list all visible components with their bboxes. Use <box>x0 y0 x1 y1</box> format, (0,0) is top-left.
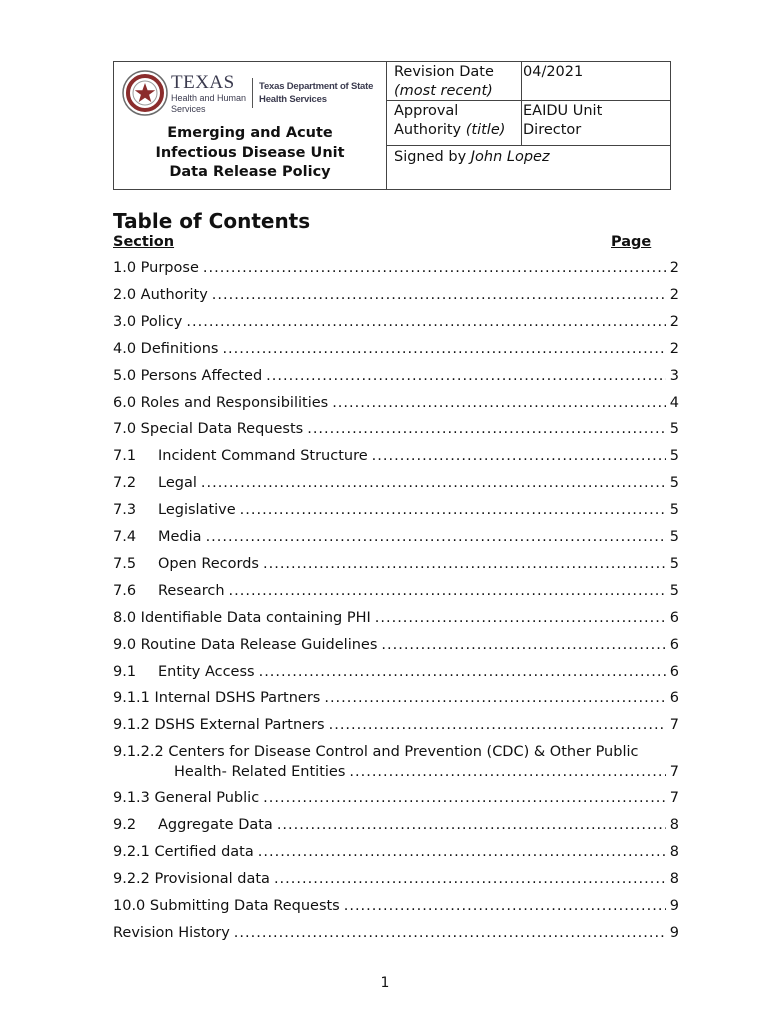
header-left-cell <box>114 62 387 189</box>
dot-leader <box>324 690 665 706</box>
toc-entry-page: 8 <box>669 843 679 860</box>
toc-entry-label: 9.1.1 Internal DSHS Partners <box>113 690 321 707</box>
dot-leader <box>186 314 665 330</box>
toc-entry[interactable] <box>113 529 679 549</box>
toc-entry-page: 9 <box>669 924 679 941</box>
toc-entry-page: 8 <box>669 817 679 833</box>
toc-entry[interactable] <box>113 583 679 603</box>
dot-leader <box>375 610 666 626</box>
toc-entry-page: 6 <box>669 609 679 626</box>
toc-entry[interactable] <box>113 610 679 630</box>
dot-leader <box>263 556 666 572</box>
agency-short-name: TEXAS <box>171 71 235 93</box>
approval-authority-label: Approval Authority (title) <box>387 101 522 145</box>
toc-entry[interactable] <box>113 664 679 684</box>
dot-leader <box>229 583 666 599</box>
toc-entry-label: 7.0 Special Data Requests <box>113 421 304 438</box>
toc-entry[interactable] <box>113 556 679 576</box>
dot-leader <box>201 475 666 491</box>
dot-leader <box>277 817 666 833</box>
policy-title-line2: Infectious Disease Unit <box>155 144 345 161</box>
dot-leader <box>263 790 666 806</box>
toc-entry[interactable] <box>113 475 679 495</box>
toc-entry-number: 7.1 <box>113 448 137 465</box>
dot-leader <box>274 871 666 887</box>
toc-entry-page: 5 <box>669 421 679 438</box>
toc-entry-label: 1.0 Purpose <box>113 260 199 276</box>
toc-entry-page: 5 <box>669 529 679 545</box>
toc-entry[interactable] <box>113 844 679 864</box>
dot-leader <box>203 260 666 276</box>
toc-entry-label: Open Records <box>158 555 259 572</box>
dot-leader <box>266 368 666 384</box>
toc-entry-label: Legislative <box>158 502 236 519</box>
toc-entry-label: 9.1.2.2 Centers for Disease Control and Prevention (CDC) & Other Public <box>113 744 639 761</box>
toc-entry[interactable] <box>113 871 679 891</box>
signed-by-row <box>387 146 670 189</box>
toc-entry-number: 7.5 <box>113 555 137 572</box>
toc-entry[interactable] <box>113 260 679 280</box>
revision-date-value: 04/2021 <box>523 64 584 80</box>
toc-entry[interactable] <box>113 925 679 945</box>
toc-entry-label: 10.0 Submitting Data Requests <box>113 897 340 914</box>
signed-by: Signed by John Lopez <box>394 149 550 165</box>
dot-leader <box>240 502 666 518</box>
toc-title: Table of Contents <box>113 209 311 233</box>
hhs-logo <box>122 70 373 116</box>
toc-entry-page: 7 <box>669 764 679 781</box>
toc-entry-number: 9.2 <box>113 817 137 833</box>
toc-entry-number: 7.6 <box>113 582 137 599</box>
toc-entry-label: 8.0 Identifiable Data containing PHI <box>113 609 371 626</box>
toc-entry-label: 9.0 Routine Data Release Guidelines <box>113 636 378 653</box>
toc-entry-label: 3.0 Policy <box>113 313 183 330</box>
dot-leader <box>307 421 666 437</box>
toc-entry-label: 6.0 Roles and Responsibilities <box>113 394 329 411</box>
toc-entry-page: 6 <box>669 636 679 653</box>
dot-leader <box>381 637 665 653</box>
dept-name-line1: Texas Department of State <box>259 81 374 92</box>
toc-entry-number: 7.2 <box>113 475 137 492</box>
toc-entry-page: 2 <box>669 260 679 276</box>
toc-entry-label: 4.0 Definitions <box>113 340 219 357</box>
toc-entry-label: 9.2.1 Certified data <box>113 843 254 860</box>
toc-entry-label: Revision History <box>113 924 230 941</box>
dot-leader <box>372 448 666 464</box>
dot-leader <box>258 844 666 860</box>
toc-entry[interactable] <box>113 637 679 657</box>
dot-leader <box>222 341 665 357</box>
toc-entry-page: 5 <box>669 448 679 465</box>
revision-date-row <box>387 62 670 101</box>
dot-leader <box>212 287 666 303</box>
agency-sub-line1: Health and Human <box>171 92 247 103</box>
dept-name-line2: Health Services <box>259 94 327 105</box>
toc-page-header: Page <box>611 234 652 250</box>
toc-entry[interactable] <box>113 314 679 334</box>
toc-entry[interactable] <box>113 690 679 710</box>
approval-authority-value: EAIDU Unit Director <box>523 103 603 138</box>
toc-entry-label: Aggregate Data <box>158 817 273 833</box>
toc-entry[interactable] <box>113 717 679 737</box>
toc-entry-page: 6 <box>669 663 679 680</box>
toc-entry-page: 2 <box>669 340 679 357</box>
policy-title-line3: Data Release Policy <box>169 164 331 180</box>
toc-entry-number: 9.1 <box>113 663 137 680</box>
toc-entry[interactable] <box>113 448 679 468</box>
dot-leader <box>332 395 666 411</box>
dot-leader <box>259 664 666 680</box>
toc-entry-page: 4 <box>669 394 679 411</box>
toc-entry-page: 7 <box>669 717 679 734</box>
toc-entry-page: 9 <box>669 897 679 914</box>
toc-entry-label-cont: Health- Related Entities <box>174 764 346 781</box>
approval-authority-row <box>387 101 670 146</box>
toc-entry-label: Media <box>158 529 202 545</box>
toc-entry-page: 6 <box>669 690 679 707</box>
toc-entry[interactable] <box>113 898 679 918</box>
dot-leader <box>344 898 666 914</box>
dot-leader <box>206 529 666 545</box>
dot-leader <box>234 925 666 941</box>
toc-entry-label: 9.2.2 Provisional data <box>113 870 270 887</box>
agency-sub-line2: Services <box>171 103 206 114</box>
toc-entry-label: Research <box>158 582 225 599</box>
logo-divider <box>252 78 253 108</box>
toc-entry[interactable] <box>113 790 679 810</box>
toc-entry[interactable] <box>113 341 679 361</box>
toc-entry-page: 5 <box>669 502 679 519</box>
toc-entry-label: 5.0 Persons Affected <box>113 367 263 384</box>
toc-entry-number: 7.3 <box>113 502 137 519</box>
dot-leader <box>349 764 665 780</box>
toc-entry-page: 7 <box>669 790 679 807</box>
toc-entry[interactable] <box>113 395 679 415</box>
toc-entry[interactable] <box>113 421 679 441</box>
toc-entry-page: 2 <box>669 286 679 303</box>
texas-seal-icon <box>122 70 168 116</box>
policy-header-table <box>113 61 671 190</box>
toc-entry-page: 5 <box>669 582 679 599</box>
toc-entry-label: 2.0 Authority <box>113 286 208 303</box>
dot-leader <box>329 717 666 733</box>
toc-entry[interactable] <box>113 744 679 784</box>
toc-section-header: Section <box>113 234 175 250</box>
policy-title-line1: Emerging and Acute <box>167 125 333 141</box>
toc-entry-page: 3 <box>669 367 679 384</box>
toc-entry-page: 5 <box>669 555 679 572</box>
policy-title <box>114 124 386 183</box>
revision-date-label: Revision Date (most recent) <box>387 62 522 100</box>
toc-entry-label: Legal <box>158 475 197 492</box>
toc-entry-page: 8 <box>669 870 679 887</box>
header-right-cell <box>387 62 670 189</box>
toc-entry-page: 5 <box>669 475 679 492</box>
toc-entry[interactable] <box>113 368 679 388</box>
toc-entry-label: 9.1.3 General Public <box>113 790 260 807</box>
toc-entry[interactable] <box>113 287 679 307</box>
toc-entry-label: Incident Command Structure <box>158 448 368 465</box>
toc-entry[interactable] <box>113 817 679 837</box>
toc-entry-page: 2 <box>669 313 679 330</box>
toc-entry-label: 9.1.2 DSHS External Partners <box>113 717 325 734</box>
toc-entry-label: Entity Access <box>158 663 255 680</box>
toc-entry-number: 7.4 <box>113 529 137 545</box>
toc-entry[interactable] <box>113 502 679 522</box>
page-number: 1 <box>380 975 390 991</box>
